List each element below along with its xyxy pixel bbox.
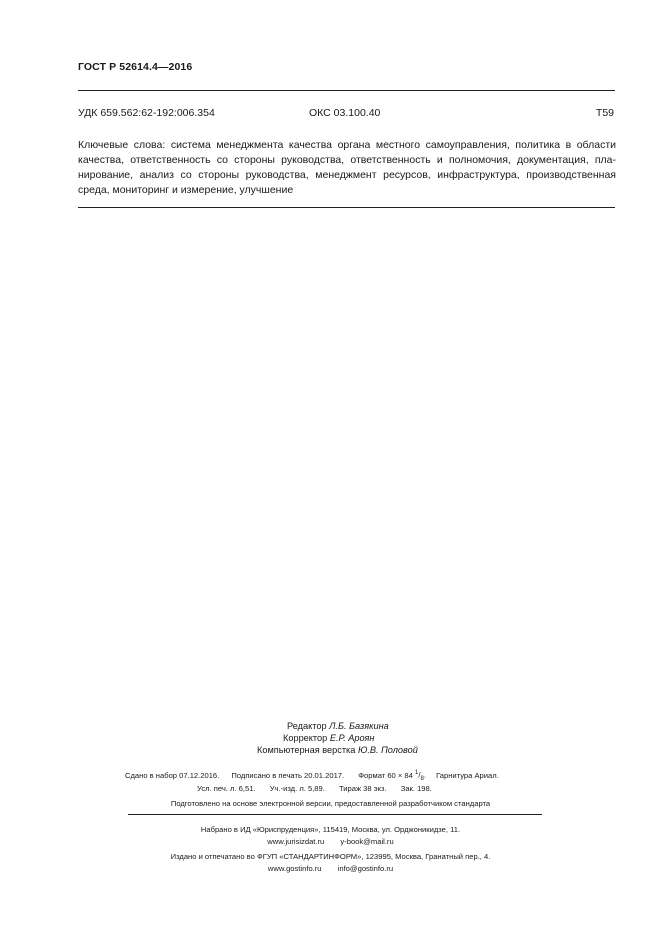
print-info-line-2 [197, 784, 432, 793]
font-info: Гарнитура Ариал. [436, 770, 499, 780]
oks-code: ОКС 03.100.40 [309, 107, 381, 119]
printed-site[interactable]: www.gostinfo.ru [267, 864, 322, 873]
printed-by: Издано и отпечатано во ФГУП «СТАНДАРТИНФОРМ», 123995, Москва, Гранатный пер., 4. [170, 852, 491, 861]
typeset-email[interactable]: y-book@mail.ru [340, 837, 394, 846]
keywords-divider [78, 207, 615, 208]
keywords-paragraph [78, 138, 616, 198]
order-number: Зак. 198. [400, 784, 432, 793]
editor-label: Редактор [287, 721, 327, 731]
corrector-name: Е.Р. Ароян [329, 733, 375, 743]
printed-email[interactable]: info@gostinfo.ru [337, 864, 394, 873]
signed-to-print: Подписано в печать 20.01.2017. [231, 770, 345, 780]
typeset-site[interactable]: www.jurisizdat.ru [267, 837, 325, 846]
keywords-line: Ключевые слова: система менеджмента качества органа местного самоуправления, политика в области [78, 139, 616, 151]
editor-name: Л.Б. Базякина [329, 721, 389, 731]
format: Формат 60 × 84 $^1/_8$. [358, 770, 426, 783]
corrector-label: Корректор [283, 733, 328, 743]
prepared-note: Подготовлено на основе электронной версии, предоставленной разработчиком стандарта [170, 799, 491, 808]
keywords-line: качества, ответственность со стороны руководства, ответственность и полномочия, документация, пла- [78, 154, 616, 167]
classification-code: Т59 [595, 107, 614, 119]
top-divider [78, 90, 615, 91]
format-numerator: 1 [415, 770, 419, 776]
print-info-line-1 [125, 770, 499, 782]
typeset-by: Набрано в ИД «Юриспруденция», 115419, Москва, ул. Орджоникидзе, 11. [200, 825, 461, 834]
layout-label: Компьютерная верстка [257, 745, 356, 755]
keywords-line: нирование, анализ со стороны руководства, менеджмент ресурсов, инфраструктура, производственная [78, 169, 616, 182]
printed-contacts [0, 864, 661, 873]
editor-line [287, 720, 389, 732]
udc-code: УДК 659.562:62-192:006.354 [78, 107, 215, 119]
conv-sheets: Усл. печ. л. 6,51. [197, 784, 256, 793]
standard-id: ГОСТ Р 52614.4—2016 [78, 61, 193, 73]
circulation: Тираж 38 экз. [338, 784, 387, 793]
pub-sheets: Уч.-изд. л. 5,89. [269, 784, 325, 793]
layout-line [257, 744, 418, 756]
format-label: Формат 60 × 84 [358, 770, 413, 780]
keywords-line: среда, мониторинг и измерение, улучшение [78, 184, 294, 197]
sent-to-set: Сдано в набор 07.12.2016. [125, 770, 220, 780]
format-denominator: 8 [420, 776, 424, 783]
typeset-contacts [0, 837, 661, 846]
print-divider [128, 814, 542, 815]
layout-name: Ю.В. Половой [357, 745, 418, 755]
corrector-line [283, 732, 374, 744]
